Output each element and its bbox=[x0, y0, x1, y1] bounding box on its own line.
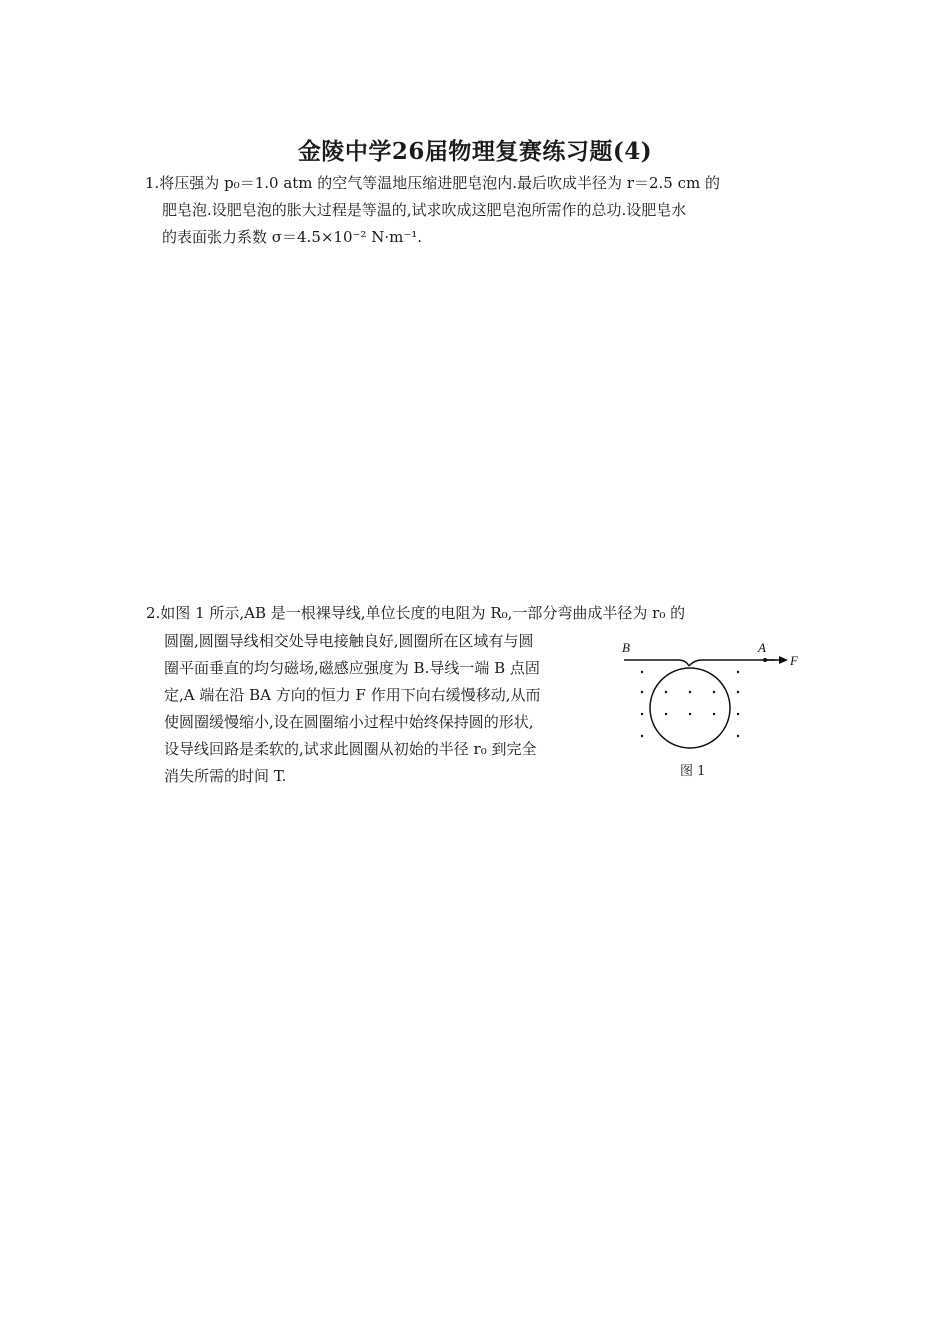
problem-2-line-4: 使圆圈缓慢缩小,设在圆圈缩小过程中始终保持圆的形状, bbox=[164, 713, 534, 731]
problem-1-line-2: 肥皂泡.设肥皂泡的胀大过程是等温的,试求吹成这肥皂泡所需作的总功.设肥皂水 bbox=[162, 201, 687, 219]
wire-crossing bbox=[678, 660, 689, 666]
point-a-dot bbox=[763, 658, 767, 662]
label-b: B bbox=[622, 640, 630, 655]
figure-1-caption: 图 1 bbox=[680, 764, 706, 779]
problem-2-first-line: 2.如图 1 所示,AB 是一根裸导线,单位长度的电阻为 R₀,一部分弯曲成半径为 r₀ 的 bbox=[146, 604, 686, 622]
problem-2-line-6: 消失所需的时间 T. bbox=[164, 767, 287, 785]
wire-crossing-2 bbox=[689, 660, 702, 666]
problem-2-line-1: 圆圈,圆圈导线相交处导电接触良好,圆圈所在区域有与圆 bbox=[164, 632, 534, 650]
force-arrow-head bbox=[779, 656, 788, 664]
problem-1 bbox=[145, 170, 810, 251]
problem-2-body bbox=[164, 628, 614, 790]
label-a: A bbox=[758, 640, 766, 655]
problem-1-line-1: 1.将压强为 p₀＝1.0 atm 的空气等温地压缩进肥皂泡内.最后吹成半径为 r＝2.5 cm 的 bbox=[145, 174, 721, 192]
problem-2-line-3: 定,A 端在沿 BA 方向的恒力 F 作用下向右缓慢移动,从而 bbox=[164, 686, 541, 704]
figure-1-diagram bbox=[610, 630, 810, 790]
label-f: F bbox=[790, 653, 798, 668]
problem-1-line-3: 的表面张力系数 σ＝4.5×10⁻² N·m⁻¹. bbox=[162, 228, 423, 246]
wire-loop bbox=[650, 668, 730, 748]
page-title: 金陵中学26届物理复赛练习题(4) bbox=[297, 138, 653, 165]
problem-2-line-2: 圈平面垂直的均匀磁场,磁感应强度为 B.导线一端 B 点固 bbox=[164, 659, 540, 677]
problem-2-line-5: 设导线回路是柔软的,试求此圆圈从初始的半径 r₀ 到完全 bbox=[164, 740, 537, 758]
